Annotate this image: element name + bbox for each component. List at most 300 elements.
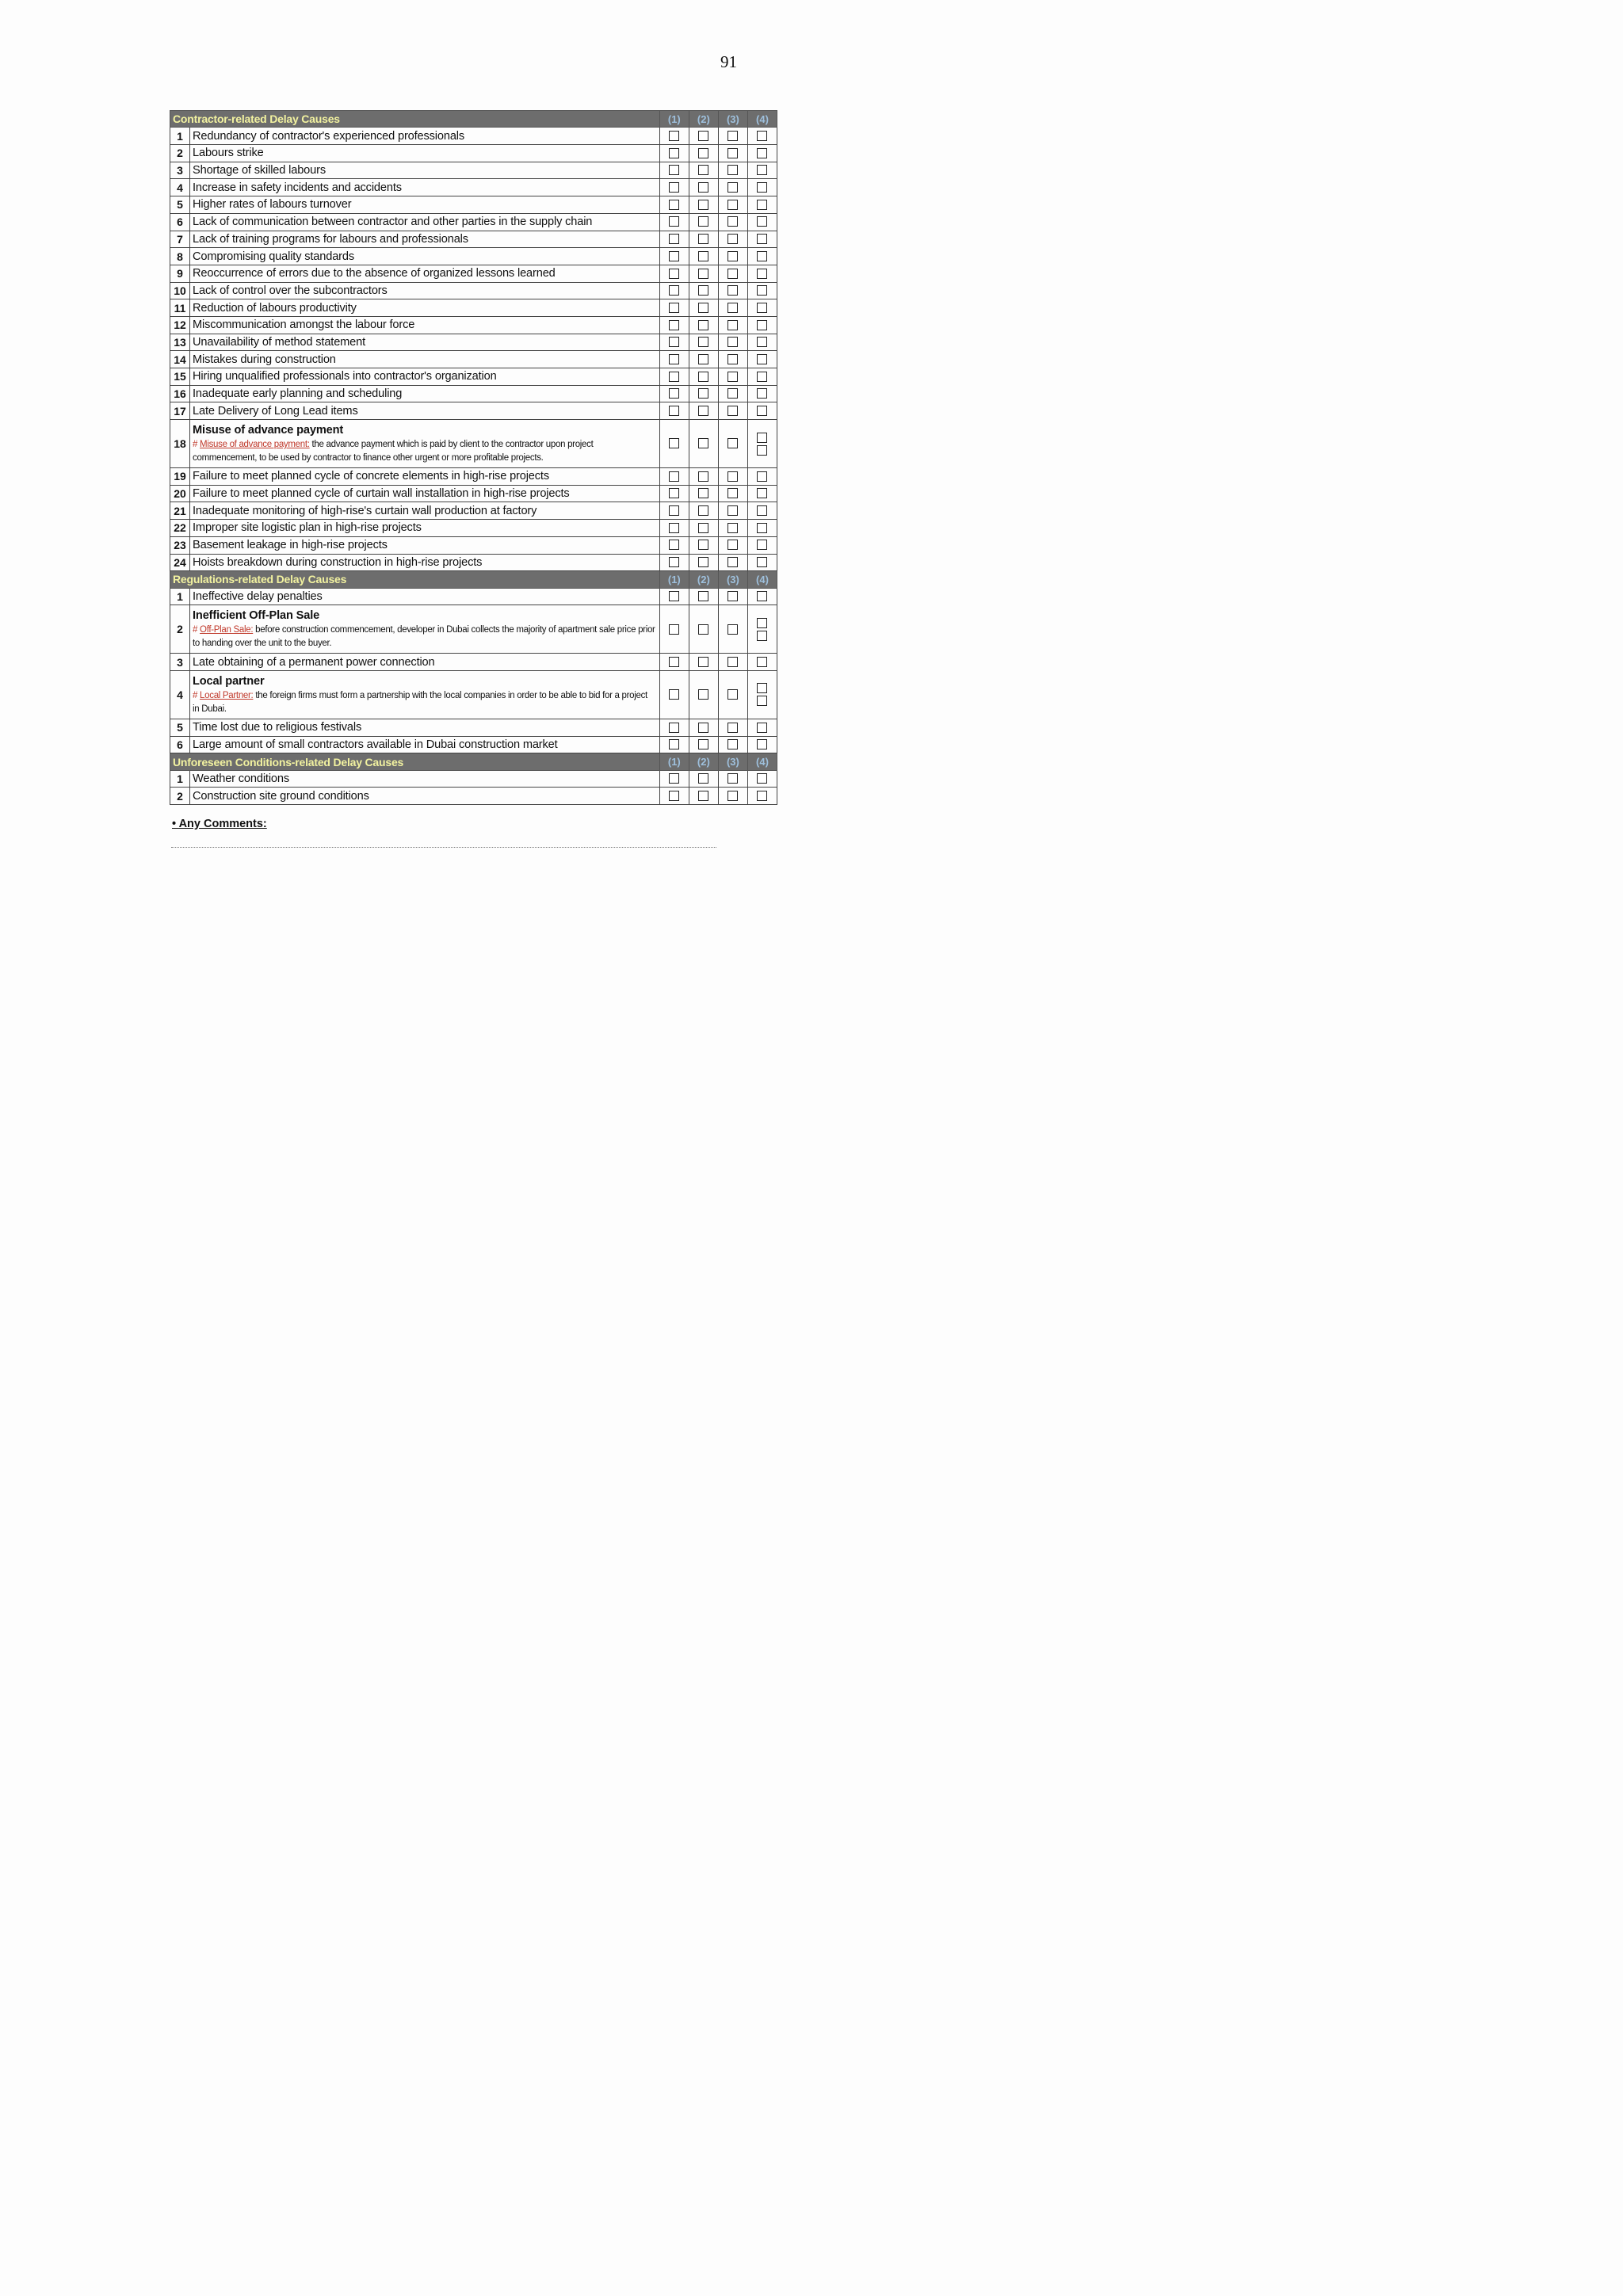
- rating-checkbox[interactable]: [727, 303, 738, 313]
- rating-checkbox[interactable]: [669, 337, 679, 347]
- rating-cell: [689, 334, 718, 351]
- rating-cell: [659, 265, 689, 282]
- item-description: Mistakes during construction: [190, 351, 660, 368]
- rating-checkbox[interactable]: [698, 303, 708, 313]
- rating-checkbox[interactable]: [727, 216, 738, 227]
- rating-cell: [689, 485, 718, 502]
- item-number: 13: [170, 334, 190, 351]
- item-description: Inadequate monitoring of high-rise's curtain wall production at factory: [190, 502, 660, 520]
- rating-checkbox[interactable]: [698, 591, 708, 601]
- rating-cell: [718, 351, 747, 368]
- rating-checkbox[interactable]: [727, 523, 738, 533]
- rating-cell: [747, 231, 777, 248]
- rating-checkbox[interactable]: [698, 285, 708, 296]
- rating-cell: [718, 231, 747, 248]
- rating-cell: [689, 265, 718, 282]
- table-row: [170, 231, 777, 248]
- rating-cell: [747, 162, 777, 179]
- rating-cell: [659, 128, 689, 145]
- rating-checkbox[interactable]: [757, 200, 767, 210]
- rating-cell: [659, 719, 689, 736]
- rating-checkbox[interactable]: [727, 251, 738, 261]
- rating-cell: [747, 351, 777, 368]
- item-number: 2: [170, 605, 190, 654]
- rating-cell: [659, 162, 689, 179]
- rating-cell: [689, 385, 718, 402]
- item-description: Failure to meet planned cycle of curtain wall installation in high-rise projects: [190, 485, 660, 502]
- rating-cell: [747, 385, 777, 402]
- section-header: [170, 753, 777, 770]
- rating-checkbox[interactable]: [757, 657, 767, 667]
- rating-cell: [718, 128, 747, 145]
- rating-cell: [718, 145, 747, 162]
- rating-checkbox[interactable]: [669, 354, 679, 364]
- rating-checkbox[interactable]: [757, 131, 767, 141]
- rating-checkbox[interactable]: [757, 433, 767, 443]
- rating-checkbox[interactable]: [698, 689, 708, 700]
- rating-checkbox[interactable]: [669, 540, 679, 550]
- rating-checkbox[interactable]: [669, 388, 679, 399]
- table-row: [170, 654, 777, 671]
- rating-checkbox[interactable]: [727, 165, 738, 175]
- rating-cell: [718, 368, 747, 386]
- rating-checkbox[interactable]: [727, 791, 738, 801]
- rating-checkbox[interactable]: [698, 406, 708, 416]
- option-label: (1): [659, 111, 689, 128]
- table-row: [170, 248, 777, 265]
- item-description: Unavailability of method statement: [190, 334, 660, 351]
- rating-checkbox[interactable]: [727, 182, 738, 193]
- rating-cell: [689, 670, 718, 719]
- rating-cell: [718, 385, 747, 402]
- rating-checkbox[interactable]: [757, 337, 767, 347]
- rating-cell: [718, 213, 747, 231]
- rating-cell: [718, 520, 747, 537]
- rating-cell: [659, 282, 689, 299]
- rating-checkbox[interactable]: [727, 591, 738, 601]
- rating-cell: [659, 520, 689, 537]
- rating-cell: [747, 316, 777, 334]
- item-description: Redundancy of contractor's experienced professionals: [190, 128, 660, 145]
- rating-checkbox[interactable]: [727, 285, 738, 296]
- rating-checkbox[interactable]: [757, 251, 767, 261]
- rating-checkbox[interactable]: [698, 182, 708, 193]
- rating-checkbox[interactable]: [698, 216, 708, 227]
- comments-input-line[interactable]: [171, 847, 716, 848]
- rating-checkbox[interactable]: [757, 696, 767, 706]
- rating-checkbox[interactable]: [698, 165, 708, 175]
- rating-checkbox[interactable]: [727, 624, 738, 635]
- rating-checkbox[interactable]: [698, 337, 708, 347]
- table-row: [170, 162, 777, 179]
- comments-label: • Any Comments:: [172, 818, 267, 830]
- rating-cell: [747, 420, 777, 468]
- rating-checkbox[interactable]: [669, 372, 679, 382]
- rating-cell: [747, 719, 777, 736]
- rating-checkbox[interactable]: [727, 354, 738, 364]
- rating-cell: [747, 265, 777, 282]
- table-row: [170, 316, 777, 334]
- item-number: 1: [170, 588, 190, 605]
- rating-checkbox[interactable]: [669, 488, 679, 498]
- rating-cell: [747, 468, 777, 486]
- definition-term: Off-Plan Sale:: [200, 625, 254, 635]
- definition-term: Misuse of advance payment:: [200, 440, 310, 450]
- rating-checkbox[interactable]: [757, 471, 767, 482]
- rating-checkbox[interactable]: [669, 406, 679, 416]
- rating-checkbox[interactable]: [698, 657, 708, 667]
- rating-checkbox[interactable]: [669, 773, 679, 784]
- rating-cell: [659, 299, 689, 317]
- rating-checkbox[interactable]: [727, 372, 738, 382]
- rating-checkbox[interactable]: [698, 739, 708, 749]
- item-description: Late obtaining of a permanent power connection: [190, 654, 660, 671]
- rating-checkbox[interactable]: [727, 148, 738, 158]
- rating-cell: [718, 736, 747, 753]
- rating-checkbox[interactable]: [698, 131, 708, 141]
- rating-cell: [689, 719, 718, 736]
- rating-checkbox[interactable]: [669, 723, 679, 733]
- rating-cell: [747, 788, 777, 805]
- item-description: [190, 605, 660, 654]
- item-number: 20: [170, 485, 190, 502]
- definition-term: Local Partner:: [200, 690, 254, 700]
- rating-checkbox[interactable]: [757, 285, 767, 296]
- rating-checkbox[interactable]: [757, 182, 767, 193]
- item-description: Increase in safety incidents and accidents: [190, 179, 660, 196]
- item-description: Lack of communication between contractor and other parties in the supply chain: [190, 213, 660, 231]
- rating-cell: [747, 654, 777, 671]
- rating-checkbox[interactable]: [757, 303, 767, 313]
- rating-cell: [689, 554, 718, 571]
- rating-checkbox[interactable]: [727, 200, 738, 210]
- item-description: Labours strike: [190, 145, 660, 162]
- rating-checkbox[interactable]: [757, 505, 767, 516]
- item-number: 19: [170, 468, 190, 486]
- rating-cell: [689, 213, 718, 231]
- rating-cell: [747, 536, 777, 554]
- rating-cell: [747, 213, 777, 231]
- rating-checkbox[interactable]: [757, 557, 767, 567]
- rating-checkbox[interactable]: [757, 683, 767, 693]
- item-description: Compromising quality standards: [190, 248, 660, 265]
- rating-checkbox[interactable]: [757, 372, 767, 382]
- item-description: Late Delivery of Long Lead items: [190, 402, 660, 420]
- table-row: [170, 605, 777, 654]
- rating-checkbox[interactable]: [669, 216, 679, 227]
- rating-checkbox[interactable]: [669, 791, 679, 801]
- rating-cell: [718, 502, 747, 520]
- rating-checkbox[interactable]: [669, 234, 679, 244]
- rating-checkbox[interactable]: [669, 251, 679, 261]
- rating-checkbox[interactable]: [669, 320, 679, 330]
- item-number: 6: [170, 736, 190, 753]
- item-number: 9: [170, 265, 190, 282]
- item-description: Inadequate early planning and scheduling: [190, 385, 660, 402]
- rating-checkbox[interactable]: [669, 303, 679, 313]
- option-label: (2): [689, 571, 718, 588]
- rating-cell: [659, 736, 689, 753]
- rating-checkbox[interactable]: [698, 624, 708, 635]
- rating-checkbox[interactable]: [669, 285, 679, 296]
- item-description: Ineffective delay penalties: [190, 588, 660, 605]
- rating-cell: [747, 179, 777, 196]
- option-label: (1): [659, 753, 689, 770]
- section-title: Unforeseen Conditions-related Delay Causes: [170, 753, 660, 770]
- table-row: [170, 554, 777, 571]
- rating-cell: [747, 520, 777, 537]
- table-row: [170, 351, 777, 368]
- rating-checkbox[interactable]: [757, 591, 767, 601]
- rating-cell: [659, 145, 689, 162]
- table-row: [170, 385, 777, 402]
- rating-checkbox[interactable]: [698, 471, 708, 482]
- rating-cell: [659, 605, 689, 654]
- rating-cell: [659, 231, 689, 248]
- rating-cell: [718, 420, 747, 468]
- item-number: 24: [170, 554, 190, 571]
- option-label: (1): [659, 571, 689, 588]
- item-number: 6: [170, 213, 190, 231]
- rating-checkbox[interactable]: [698, 320, 708, 330]
- item-number: 5: [170, 196, 190, 214]
- rating-checkbox[interactable]: [727, 773, 738, 784]
- item-number: 22: [170, 520, 190, 537]
- rating-checkbox[interactable]: [727, 406, 738, 416]
- item-number: 3: [170, 654, 190, 671]
- item-description: Reoccurrence of errors due to the absence of organized lessons learned: [190, 265, 660, 282]
- table-row: [170, 485, 777, 502]
- rating-checkbox[interactable]: [757, 723, 767, 733]
- rating-checkbox[interactable]: [669, 505, 679, 516]
- table-row: [170, 502, 777, 520]
- rating-cell: [659, 788, 689, 805]
- rating-checkbox[interactable]: [727, 337, 738, 347]
- rating-checkbox[interactable]: [669, 182, 679, 193]
- rating-checkbox[interactable]: [727, 269, 738, 279]
- item-number: 8: [170, 248, 190, 265]
- rating-cell: [689, 468, 718, 486]
- rating-checkbox[interactable]: [698, 557, 708, 567]
- definition-text: before construction commencement, developer in Dubai collects the majority of apartment sale price prior to handing over the unit to the buyer.: [193, 625, 655, 649]
- item-number: 1: [170, 770, 190, 788]
- rating-cell: [659, 402, 689, 420]
- item-description: Reduction of labours productivity: [190, 299, 660, 317]
- table-row: [170, 179, 777, 196]
- rating-checkbox[interactable]: [727, 488, 738, 498]
- rating-cell: [659, 368, 689, 386]
- item-number: 11: [170, 299, 190, 317]
- rating-checkbox[interactable]: [698, 723, 708, 733]
- item-number: 4: [170, 670, 190, 719]
- item-number: 10: [170, 282, 190, 299]
- rating-checkbox[interactable]: [698, 791, 708, 801]
- rating-cell: [718, 196, 747, 214]
- rating-checkbox[interactable]: [757, 540, 767, 550]
- table-row: [170, 299, 777, 317]
- rating-checkbox[interactable]: [727, 234, 738, 244]
- rating-checkbox[interactable]: [698, 540, 708, 550]
- rating-checkbox[interactable]: [669, 471, 679, 482]
- item-description: Construction site ground conditions: [190, 788, 660, 805]
- rating-checkbox[interactable]: [757, 165, 767, 175]
- rating-checkbox[interactable]: [757, 148, 767, 158]
- rating-checkbox[interactable]: [698, 148, 708, 158]
- rating-checkbox[interactable]: [698, 388, 708, 399]
- item-description: Improper site logistic plan in high-rise projects: [190, 520, 660, 537]
- rating-checkbox[interactable]: [727, 657, 738, 667]
- rating-checkbox[interactable]: [669, 200, 679, 210]
- delay-causes-table: [170, 110, 777, 805]
- item-description: Miscommunication amongst the labour force: [190, 316, 660, 334]
- rating-checkbox[interactable]: [669, 438, 679, 448]
- rating-checkbox[interactable]: [698, 234, 708, 244]
- rating-checkbox[interactable]: [757, 234, 767, 244]
- table-row: [170, 588, 777, 605]
- rating-cell: [747, 485, 777, 502]
- rating-cell: [689, 145, 718, 162]
- rating-checkbox[interactable]: [669, 523, 679, 533]
- item-description: Higher rates of labours turnover: [190, 196, 660, 214]
- rating-cell: [689, 128, 718, 145]
- rating-checkbox[interactable]: [757, 488, 767, 498]
- rating-cell: [689, 788, 718, 805]
- rating-checkbox[interactable]: [669, 165, 679, 175]
- rating-checkbox[interactable]: [698, 505, 708, 516]
- rating-checkbox[interactable]: [727, 471, 738, 482]
- rating-cell: [718, 605, 747, 654]
- rating-checkbox[interactable]: [669, 269, 679, 279]
- rating-checkbox[interactable]: [757, 739, 767, 749]
- item-definition: [193, 689, 659, 716]
- rating-cell: [718, 468, 747, 486]
- rating-cell: [689, 736, 718, 753]
- rating-cell: [689, 196, 718, 214]
- option-label: (2): [689, 111, 718, 128]
- rating-checkbox[interactable]: [757, 618, 767, 628]
- item-description: [190, 670, 660, 719]
- rating-checkbox[interactable]: [669, 148, 679, 158]
- rating-checkbox[interactable]: [669, 657, 679, 667]
- rating-cell: [689, 248, 718, 265]
- rating-cell: [659, 420, 689, 468]
- rating-checkbox[interactable]: [698, 523, 708, 533]
- rating-cell: [689, 179, 718, 196]
- table-row: [170, 719, 777, 736]
- rating-checkbox[interactable]: [698, 269, 708, 279]
- rating-cell: [689, 368, 718, 386]
- rating-checkbox[interactable]: [698, 251, 708, 261]
- rating-checkbox[interactable]: [669, 557, 679, 567]
- rating-cell: [718, 282, 747, 299]
- item-description: Time lost due to religious festivals: [190, 719, 660, 736]
- rating-checkbox[interactable]: [727, 739, 738, 749]
- rating-checkbox[interactable]: [757, 406, 767, 416]
- option-label: (4): [747, 111, 777, 128]
- rating-checkbox[interactable]: [727, 689, 738, 700]
- rating-checkbox[interactable]: [669, 591, 679, 601]
- rating-checkbox[interactable]: [757, 354, 767, 364]
- rating-cell: [659, 554, 689, 571]
- rating-cell: [718, 536, 747, 554]
- rating-cell: [718, 162, 747, 179]
- rating-checkbox[interactable]: [757, 269, 767, 279]
- rating-cell: [659, 351, 689, 368]
- rating-checkbox[interactable]: [757, 773, 767, 784]
- rating-checkbox[interactable]: [757, 320, 767, 330]
- item-description: Hoists breakdown during construction in high-rise projects: [190, 554, 660, 571]
- rating-cell: [747, 299, 777, 317]
- rating-cell: [747, 248, 777, 265]
- rating-checkbox[interactable]: [757, 445, 767, 456]
- item-number: 2: [170, 145, 190, 162]
- item-description: Lack of control over the subcontractors: [190, 282, 660, 299]
- rating-checkbox[interactable]: [757, 216, 767, 227]
- rating-checkbox[interactable]: [757, 523, 767, 533]
- rating-checkbox[interactable]: [698, 200, 708, 210]
- rating-cell: [718, 299, 747, 317]
- rating-cell: [689, 231, 718, 248]
- rating-checkbox[interactable]: [698, 372, 708, 382]
- rating-checkbox[interactable]: [727, 438, 738, 448]
- rating-cell: [747, 502, 777, 520]
- table-row: [170, 334, 777, 351]
- rating-cell: [659, 770, 689, 788]
- rating-checkbox[interactable]: [698, 354, 708, 364]
- rating-checkbox[interactable]: [757, 791, 767, 801]
- rating-cell: [747, 145, 777, 162]
- rating-checkbox[interactable]: [727, 557, 738, 567]
- rating-cell: [718, 179, 747, 196]
- rating-checkbox[interactable]: [669, 689, 679, 700]
- table-row: [170, 670, 777, 719]
- rating-cell: [689, 282, 718, 299]
- rating-cell: [659, 468, 689, 486]
- rating-checkbox[interactable]: [727, 540, 738, 550]
- rating-checkbox[interactable]: [669, 131, 679, 141]
- rating-checkbox[interactable]: [757, 388, 767, 399]
- rating-checkbox[interactable]: [669, 739, 679, 749]
- rating-cell: [747, 334, 777, 351]
- rating-cell: [747, 554, 777, 571]
- table-row: [170, 265, 777, 282]
- rating-cell: [659, 179, 689, 196]
- rating-cell: [718, 788, 747, 805]
- rating-checkbox[interactable]: [698, 773, 708, 784]
- option-label: (3): [718, 111, 747, 128]
- rating-checkbox[interactable]: [727, 388, 738, 399]
- rating-checkbox[interactable]: [727, 723, 738, 733]
- item-number: 21: [170, 502, 190, 520]
- rating-checkbox[interactable]: [669, 624, 679, 635]
- rating-cell: [747, 282, 777, 299]
- rating-checkbox[interactable]: [727, 320, 738, 330]
- rating-cell: [718, 770, 747, 788]
- rating-checkbox[interactable]: [698, 438, 708, 448]
- rating-cell: [718, 316, 747, 334]
- item-number: 2: [170, 788, 190, 805]
- rating-checkbox[interactable]: [757, 631, 767, 641]
- rating-cell: [689, 299, 718, 317]
- section-title: Contractor-related Delay Causes: [170, 111, 660, 128]
- page-number: 91: [720, 52, 737, 71]
- rating-checkbox[interactable]: [727, 505, 738, 516]
- table-row: [170, 536, 777, 554]
- rating-cell: [718, 719, 747, 736]
- rating-checkbox[interactable]: [727, 131, 738, 141]
- rating-checkbox[interactable]: [698, 488, 708, 498]
- table-row: [170, 282, 777, 299]
